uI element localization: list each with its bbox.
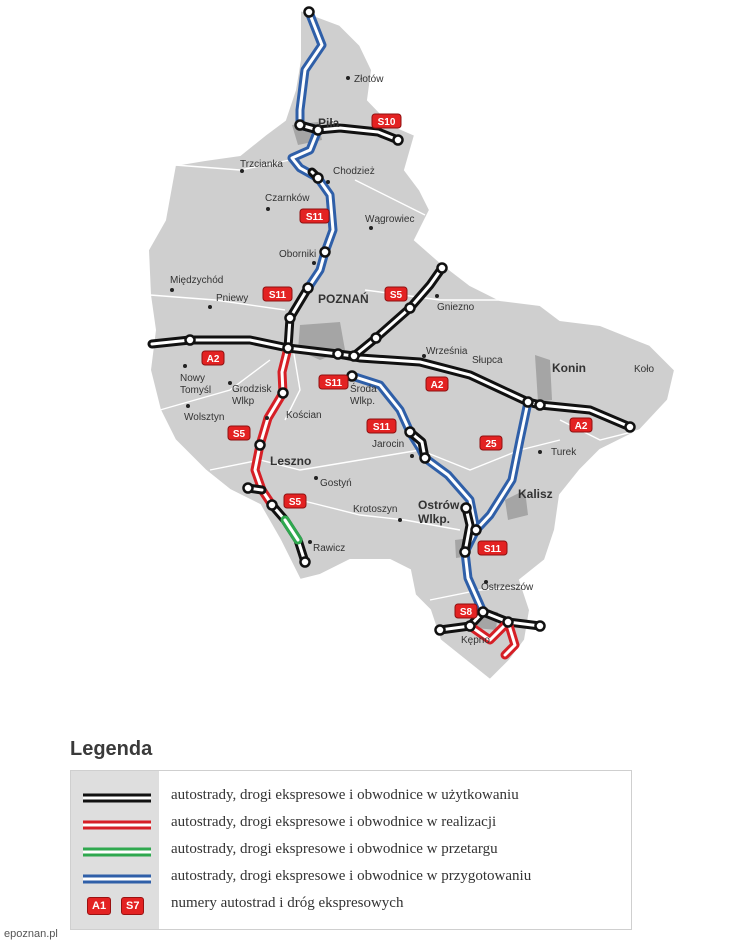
town-dot bbox=[266, 207, 270, 211]
town-dot bbox=[326, 180, 330, 184]
city-label-grodzisk: Grodzisk Wlkp bbox=[232, 384, 272, 407]
town-dot bbox=[186, 404, 190, 408]
svg-text:A2: A2 bbox=[574, 421, 588, 432]
junction-node bbox=[394, 136, 403, 145]
junction-node bbox=[472, 526, 481, 535]
legend-row-in-use bbox=[71, 785, 631, 809]
junction-node bbox=[436, 626, 445, 635]
city-label-kalisz: Kalisz bbox=[518, 487, 553, 501]
road-badge-s5-c bbox=[284, 494, 306, 508]
junction-node bbox=[186, 336, 195, 345]
road-badge-s11-c bbox=[319, 375, 348, 389]
junction-node bbox=[304, 284, 313, 293]
city-label-miedzychod: Międzychód bbox=[170, 275, 224, 286]
svg-text:A2: A2 bbox=[430, 380, 444, 391]
junction-node bbox=[286, 314, 295, 323]
region-wielkopolska bbox=[148, 10, 675, 680]
road-badge-s8 bbox=[455, 604, 477, 618]
town-dot bbox=[312, 261, 316, 265]
town-dot bbox=[308, 540, 312, 544]
legend-row-tender bbox=[71, 839, 631, 863]
junction-node bbox=[466, 622, 475, 631]
road-badge-s11-a bbox=[300, 209, 329, 223]
junction-node bbox=[406, 428, 415, 437]
legend-swatch-tender bbox=[83, 846, 151, 858]
svg-text:S11: S11 bbox=[268, 290, 287, 301]
svg-text:A2: A2 bbox=[206, 354, 220, 365]
junction-node bbox=[348, 372, 357, 381]
city-label-ostrzeszow: Ostrzeszów bbox=[481, 582, 534, 593]
legend-row-construction bbox=[71, 812, 631, 836]
junction-node bbox=[536, 401, 545, 410]
svg-text:S10: S10 bbox=[377, 117, 396, 128]
road-badge-a2-c bbox=[570, 418, 592, 432]
junction-node bbox=[524, 398, 533, 407]
legend-row-preparation bbox=[71, 866, 631, 890]
town-dot bbox=[410, 454, 414, 458]
legend-title: Legenda bbox=[70, 738, 153, 760]
city-label-nowy-tomysl: Nowy Tomyśl bbox=[180, 373, 212, 396]
junction-node bbox=[421, 454, 430, 463]
city-label-gniezno: Gniezno bbox=[437, 302, 475, 313]
city-label-slupca: Słupca bbox=[472, 355, 503, 366]
junction-node bbox=[479, 608, 488, 617]
city-label-turek: Turek bbox=[551, 447, 577, 458]
city-label-trzcianka: Trzcianka bbox=[240, 159, 283, 170]
town-dot bbox=[435, 294, 439, 298]
town-dot bbox=[369, 226, 373, 230]
legend-label-in-use: autostrady, drogi ekspresowe i obwodnice w użytkowaniu bbox=[171, 787, 519, 803]
city-label-wagrowiec: Wągrowiec bbox=[365, 214, 415, 225]
legend-swatch-preparation bbox=[83, 873, 151, 885]
road-badge-s11-b bbox=[263, 287, 292, 301]
legend-row-badges bbox=[71, 893, 631, 917]
junction-node bbox=[296, 121, 305, 130]
legend-badge-a1: A1 bbox=[87, 897, 111, 915]
legend-badge-s7: S7 bbox=[121, 897, 144, 915]
watermark: epoznan.pl bbox=[4, 928, 58, 940]
town-dot bbox=[183, 364, 187, 368]
road-badge-s25 bbox=[480, 436, 502, 450]
junction-node bbox=[244, 484, 253, 493]
city-label-pila: Piła bbox=[318, 116, 340, 130]
junction-node bbox=[438, 264, 447, 273]
city-label-gostyn: Gostyń bbox=[320, 478, 352, 489]
city-label-wolsztyn: Wolsztyn bbox=[184, 412, 225, 423]
city-label-konin: Konin bbox=[552, 361, 586, 375]
road-badge-a2-b bbox=[426, 377, 448, 391]
legend-label-badges: numery autostrad i dróg ekspresowych bbox=[171, 895, 404, 911]
city-label-krotoszyn: Krotoszyn bbox=[353, 504, 398, 515]
legend bbox=[70, 770, 632, 930]
town-dot bbox=[346, 76, 350, 80]
city-label-oborniki: Oborniki bbox=[279, 249, 317, 260]
legend-label-preparation: autostrady, drogi ekspresowe i obwodnice w przygotowaniu bbox=[171, 868, 532, 884]
svg-text:S11: S11 bbox=[324, 378, 343, 389]
city-label-kolo: Koło bbox=[634, 364, 655, 375]
junction-node bbox=[406, 304, 415, 313]
svg-text:S8: S8 bbox=[459, 607, 473, 618]
legend-label-construction: autostrady, drogi ekspresowe i obwodnice w realizacji bbox=[171, 814, 497, 830]
city-label-zlotow: Złotów bbox=[354, 74, 384, 85]
svg-text:S5: S5 bbox=[288, 497, 302, 508]
city-label-chodziez: Chodzież bbox=[333, 166, 375, 177]
road-badge-s10 bbox=[372, 114, 401, 128]
junction-node bbox=[284, 344, 293, 353]
junction-node bbox=[305, 8, 314, 17]
svg-text:S11: S11 bbox=[483, 544, 502, 555]
city-label-wrzesnia: Września bbox=[426, 346, 468, 357]
city-label-poznan: POZNAŃ bbox=[318, 292, 369, 306]
junction-node bbox=[301, 558, 310, 567]
city-label-jarocin: Jarocin bbox=[372, 439, 405, 450]
city-label-koscian: Kościan bbox=[286, 410, 322, 421]
city-label-sroda: Środa Wlkp. bbox=[350, 384, 377, 407]
city-label-czarnkow: Czarnków bbox=[265, 193, 310, 204]
junction-node bbox=[321, 248, 330, 257]
junction-node bbox=[268, 501, 277, 510]
road-badge-a2-a bbox=[202, 351, 224, 365]
junction-node bbox=[536, 622, 545, 631]
junction-node bbox=[256, 441, 265, 450]
legend-swatch-construction bbox=[83, 819, 151, 831]
city-label-rawicz: Rawicz bbox=[313, 543, 346, 554]
city-label-leszno: Leszno bbox=[270, 454, 312, 468]
town-dot bbox=[208, 305, 212, 309]
road-badge-s5-b bbox=[228, 426, 250, 440]
junction-node bbox=[626, 423, 635, 432]
svg-text:S11: S11 bbox=[372, 422, 391, 433]
road-badge-s5-a bbox=[385, 287, 407, 301]
junction-node bbox=[334, 350, 343, 359]
legend-label-tender: autostrady, drogi ekspresowe i obwodnice w przetargu bbox=[171, 841, 498, 857]
road-badge-s11-d bbox=[367, 419, 396, 433]
road-badge-s11-e bbox=[478, 541, 507, 555]
junction-node bbox=[350, 352, 359, 361]
town-dot bbox=[538, 450, 542, 454]
junction-node bbox=[504, 618, 513, 627]
city-label-pniewy: Pniewy bbox=[216, 293, 249, 304]
junction-node bbox=[314, 174, 323, 183]
town-dot bbox=[265, 416, 269, 420]
svg-text:S5: S5 bbox=[232, 429, 246, 440]
city-label-ostrow: Ostrów Wlkp. bbox=[418, 498, 460, 526]
svg-text:S11: S11 bbox=[305, 212, 324, 223]
town-dot bbox=[170, 288, 174, 292]
junction-node bbox=[372, 334, 381, 343]
junction-node bbox=[461, 548, 470, 557]
svg-text:S5: S5 bbox=[389, 290, 403, 301]
svg-text:25: 25 bbox=[485, 439, 497, 450]
junction-node bbox=[462, 504, 471, 513]
town-dot bbox=[398, 518, 402, 522]
junction-node bbox=[279, 389, 288, 398]
city-label-kepno: Kępno bbox=[461, 635, 490, 646]
legend-swatch-in-use bbox=[83, 792, 151, 804]
town-dot bbox=[314, 476, 318, 480]
